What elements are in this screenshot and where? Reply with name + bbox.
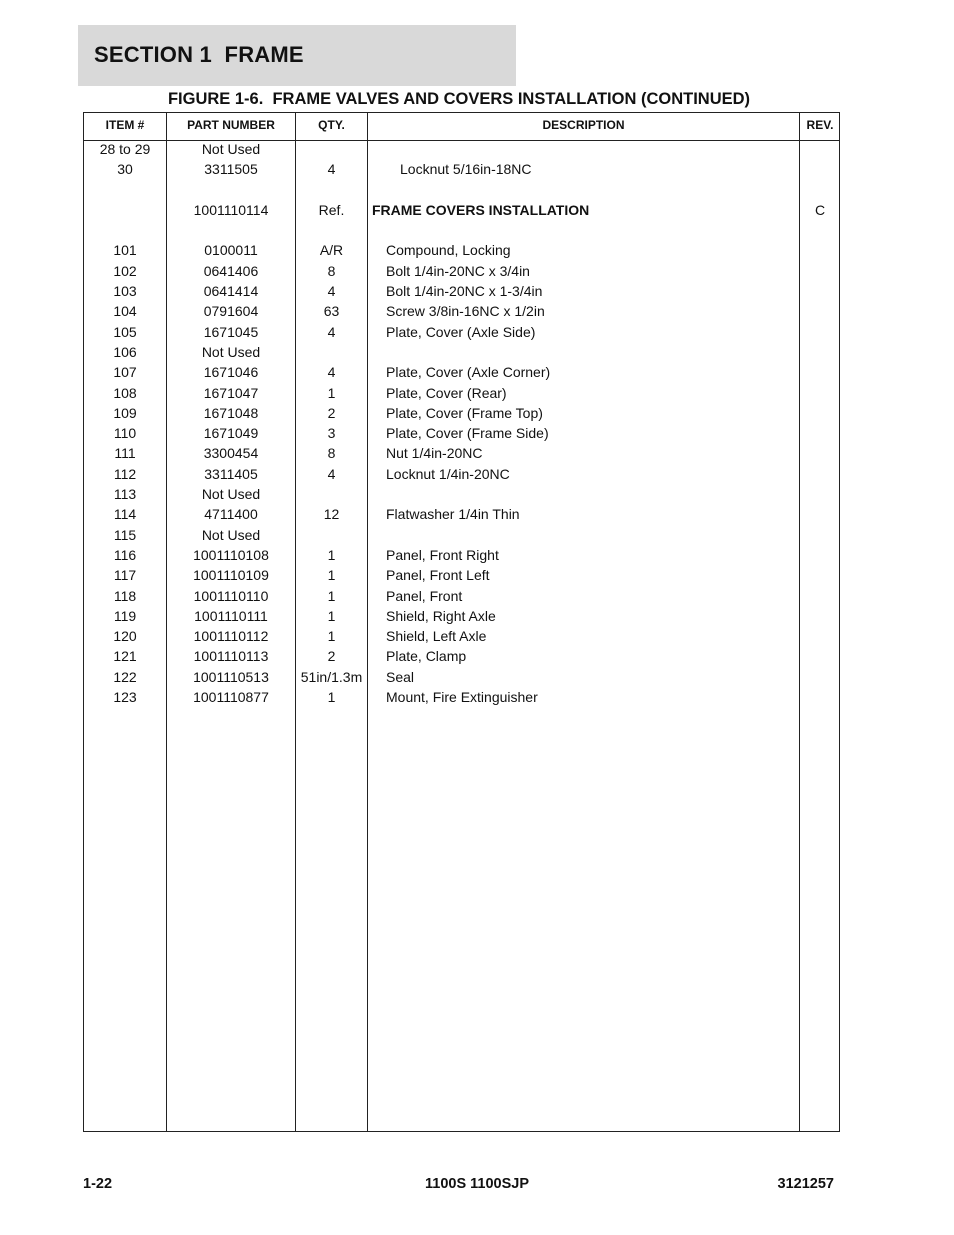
table-row (84, 301, 839, 321)
part-number: 1671048 (203, 404, 259, 421)
quantity: 1 (327, 689, 336, 706)
item-number: 117 (113, 567, 137, 584)
part-number: 1001110111 (194, 607, 268, 624)
item-number: 102 (113, 262, 137, 279)
part-number: 1001110110 (193, 587, 269, 604)
part-number: 1001110112 (193, 628, 269, 645)
quantity: 8 (327, 445, 336, 462)
part-number: Not Used (201, 486, 261, 503)
table-row (84, 342, 839, 362)
part-number: 0791604 (203, 303, 259, 320)
description: Panel, Front Left (386, 567, 490, 584)
item-number: 107 (113, 364, 137, 381)
description: Mount, Fire Extinguisher (386, 689, 538, 706)
table-row (84, 139, 839, 159)
table-row (84, 322, 839, 342)
table-row (84, 443, 839, 463)
description: Shield, Left Axle (386, 628, 487, 645)
part-number: 0100011 (204, 242, 258, 259)
item-number: 30 (117, 161, 133, 178)
item-number: 119 (113, 607, 137, 624)
header-qty: QTY. (318, 118, 345, 132)
table-row (84, 403, 839, 423)
table-body (84, 139, 839, 707)
description: Plate, Cover (Rear) (386, 384, 507, 401)
table-row (84, 606, 839, 626)
table-row (84, 586, 839, 606)
item-number: 109 (113, 404, 137, 421)
item-number: 103 (113, 283, 137, 300)
item-number: 114 (113, 506, 137, 523)
quantity: 12 (323, 506, 340, 523)
table-row (84, 565, 839, 585)
quantity: 2 (327, 648, 336, 665)
figure-title: FIGURE 1-6. FRAME VALVES AND COVERS INSTALLATION (CONTINUED) (167, 90, 751, 108)
item-number: 106 (113, 343, 137, 360)
part-number: 1001110113 (193, 648, 269, 665)
description: Plate, Cover (Axle Side) (386, 323, 536, 340)
description: Bolt 1/4in-20NC x 1-3/4in (386, 283, 543, 300)
item-number: 108 (113, 384, 137, 401)
item-number: 121 (113, 648, 137, 665)
item-number: 122 (113, 668, 137, 685)
item-number: 118 (113, 587, 137, 604)
description: Panel, Front (386, 587, 463, 604)
part-number: 1001110109 (193, 567, 269, 584)
quantity: 51in/1.3m (300, 668, 363, 685)
revision: C (814, 201, 826, 218)
table-row (84, 180, 839, 200)
part-number: 1001110114 (193, 201, 269, 218)
quantity: 4 (327, 161, 336, 178)
part-number: 1001110877 (193, 689, 269, 706)
description: Screw 3/8in-16NC x 1/2in (386, 303, 545, 320)
part-number: 3311405 (204, 465, 258, 482)
table-row (84, 362, 839, 382)
description: Plate, Cover (Frame Top) (386, 404, 543, 421)
table-row (84, 667, 839, 687)
quantity: 4 (327, 364, 336, 381)
description: Compound, Locking (386, 242, 511, 259)
description: Bolt 1/4in-20NC x 3/4in (386, 262, 530, 279)
quantity: 4 (327, 283, 336, 300)
part-number: Not Used (201, 141, 261, 157)
part-number: 1671049 (203, 425, 259, 442)
description: Locknut 1/4in-20NC (386, 465, 510, 482)
quantity: 1 (327, 607, 336, 624)
table-row (84, 545, 839, 565)
description: Plate, Cover (Axle Corner) (386, 364, 551, 381)
table-row (84, 240, 839, 260)
item-number: 111 (114, 445, 136, 462)
table-row (84, 525, 839, 545)
header-part-number: PART NUMBER (187, 118, 275, 132)
section-title: SECTION 1 FRAME (94, 42, 304, 67)
table-row (84, 281, 839, 301)
header-rev: REV. (806, 118, 834, 132)
quantity: 1 (327, 546, 336, 563)
table-row (84, 383, 839, 403)
header-item: ITEM # (105, 118, 145, 132)
part-number: 3300454 (203, 445, 259, 462)
part-number: Not Used (201, 343, 261, 360)
item-number: 105 (113, 323, 137, 340)
item-number: 123 (113, 689, 137, 706)
item-number: 113 (113, 486, 137, 503)
description: Panel, Front Right (386, 546, 499, 563)
table-row (84, 423, 839, 443)
quantity: 4 (327, 465, 336, 482)
quantity: 63 (323, 303, 340, 320)
quantity: A/R (319, 242, 344, 259)
part-number: 4711400 (204, 506, 258, 523)
table-row (84, 464, 839, 484)
model-name: 1100S 1100SJP (424, 1176, 530, 1192)
part-number: 1001110513 (193, 668, 269, 685)
quantity: 3 (327, 425, 336, 442)
description: Shield, Right Axle (386, 607, 496, 624)
parts-table (83, 112, 840, 1132)
part-number: Not Used (201, 526, 261, 543)
quantity: 2 (327, 404, 336, 421)
part-number: 1001110108 (193, 546, 269, 563)
description: Plate, Cover (Frame Side) (386, 425, 549, 442)
part-number: 0641414 (203, 283, 259, 300)
table-row (84, 261, 839, 281)
part-number: 0641406 (203, 262, 259, 279)
table-row (84, 504, 839, 524)
part-number: 3311505 (204, 161, 258, 178)
item-number: 116 (113, 546, 137, 563)
quantity: 1 (327, 587, 336, 604)
table-row (84, 646, 839, 666)
quantity: Ref. (318, 201, 345, 218)
description: FRAME COVERS INSTALLATION (372, 201, 590, 218)
page-number: 1-22 (83, 1176, 113, 1192)
description: Seal (386, 668, 415, 685)
description: Flatwasher 1/4in Thin (386, 506, 520, 523)
part-number: 1671045 (203, 323, 259, 340)
table-row (84, 200, 839, 220)
item-number: 120 (113, 628, 137, 645)
part-number: 1671046 (203, 364, 259, 381)
quantity: 1 (327, 567, 336, 584)
quantity: 8 (327, 262, 336, 279)
table-row (84, 220, 839, 240)
item-number: 110 (113, 425, 137, 442)
table-row (84, 159, 839, 179)
description: Plate, Clamp (386, 648, 467, 665)
item-number: 28 to 29 (99, 141, 151, 157)
table-row (84, 484, 839, 504)
header-description: DESCRIPTION (542, 118, 625, 132)
quantity: 4 (327, 323, 336, 340)
item-number: 115 (113, 526, 137, 543)
table-row (84, 687, 839, 707)
table-row (84, 626, 839, 646)
quantity: 1 (327, 628, 336, 645)
item-number: 112 (113, 465, 137, 482)
item-number: 101 (113, 242, 137, 259)
document-number: 3121257 (777, 1176, 834, 1192)
description: Locknut 5/16in-18NC (400, 161, 532, 178)
section-banner (78, 25, 516, 86)
description: Nut 1/4in-20NC (386, 445, 483, 462)
item-number: 104 (113, 303, 137, 320)
part-number: 1671047 (203, 384, 259, 401)
quantity: 1 (327, 384, 336, 401)
